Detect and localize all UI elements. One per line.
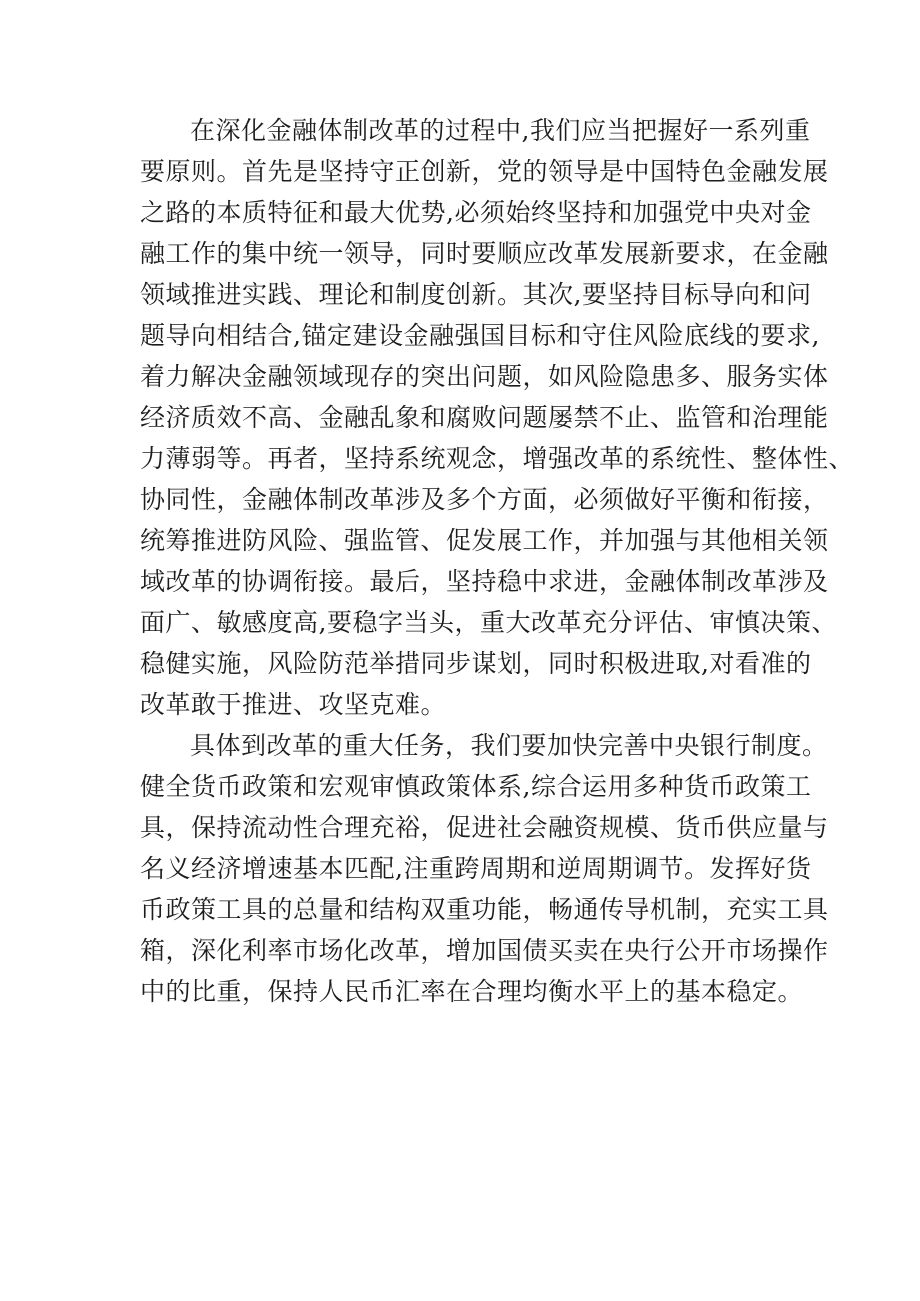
paragraph-central-bank [140,725,829,1012]
text-line: 币政策工具的总量和结构双重功能，畅通传导机制，充实工具 [140,895,829,924]
document-body [140,110,855,1012]
text-line: 健全货币政策和宏观审慎政策体系,综合运用多种货币政策工 [140,772,812,801]
text-line: 具体到改革的重大任务，我们要加快完善中央银行制度。 [190,731,828,760]
text-line: 经济质效不高、金融乱象和腐败问题屡禁不止、监管和治理能 [140,403,829,432]
text-line: 题导向相结合,锚定建设金融强国目标和守住风险底线的要求, [140,321,820,350]
text-line: 在深化金融体制改革的过程中,我们应当把握好一系列重 [190,116,811,145]
text-line: 之路的本质特征和最大优势,必须始终坚持和加强党中央对金 [140,198,812,227]
text-line: 融工作的集中统一领导，同时要顺应改革发展新要求，在金融 [140,239,829,268]
text-line: 力薄弱等。再者，坚持系统观念，增强改革的系统性、整体性、 [140,444,855,473]
text-line: 着力解决金融领域现存的突出问题，如风险隐患多、服务实体 [140,362,829,391]
text-line: 箱，深化利率市场化改革，增加国债买卖在央行公开市场操作 [140,936,829,965]
text-line: 名义经济增速基本匹配,注重跨周期和逆周期调节。发挥好货 [140,854,812,883]
text-line: 要原则。首先是坚持守正创新，党的领导是中国特色金融发展 [140,157,829,186]
text-line: 具，保持流动性合理充裕，促进社会融资规模、货币供应量与 [140,813,829,842]
text-line: 统筹推进防风险、强监管、促发展工作，并加强与其他相关领 [140,526,829,555]
text-line: 面广、敏感度高,要稳字当头，重大改革充分评估、审慎决策、 [140,608,837,637]
text-line: 稳健实施，风险防范举措同步谋划，同时积极进取,对看准的 [140,649,812,678]
text-line: 改革敢于推进、攻坚克难。 [140,690,447,719]
paragraph-principles [140,110,855,725]
text-line: 中的比重，保持人民币汇率在合理均衡水平上的基本稳定。 [140,977,804,1006]
text-line: 领域推进实践、理论和制度创新。其次,要坚持目标导向和问 [140,280,812,309]
text-line: 协同性，金融体制改革涉及多个方面，必须做好平衡和衔接， [140,485,829,514]
text-line: 域改革的协调衔接。最后，坚持稳中求进，金融体制改革涉及 [140,567,829,596]
